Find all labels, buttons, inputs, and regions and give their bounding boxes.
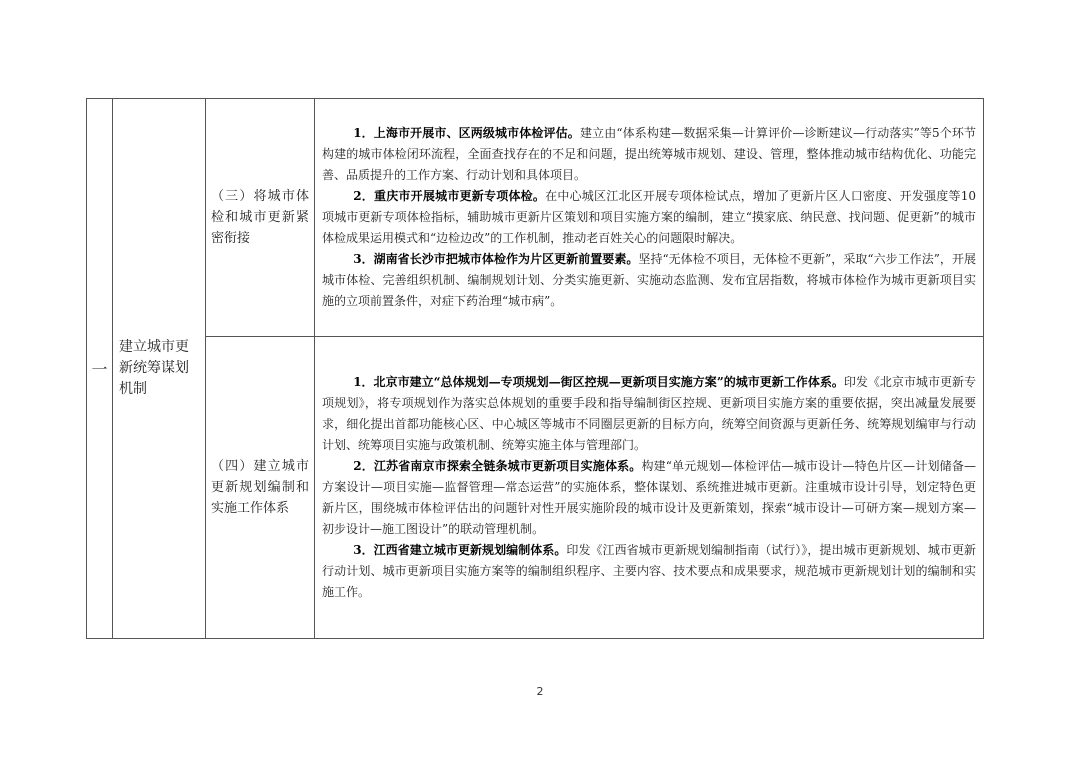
- case-paragraph: [322, 540, 976, 603]
- case-body: 坚持“无体检不项目，无体检不更新”，采取“六步工作法”，开展城市体检、完善组织机制、编制规划计划、分类实施更新、实施动态监测、发布宜居指数，将城市体检作为城市更新项目实施的立项前置条件，对症下药治理“城市病”。: [322, 252, 976, 308]
- subtitle-text: （四）建立城市更新规划编制和实施工作体系: [211, 459, 309, 516]
- policy-table: [86, 98, 984, 639]
- row-content: [315, 337, 984, 639]
- case-paragraph: [322, 186, 976, 249]
- case-paragraph: [322, 249, 976, 312]
- case-paragraph: [322, 123, 976, 186]
- case-title: 2．江苏省南京市探索全链条城市更新项目实施体系。: [353, 459, 642, 473]
- section-index: 一: [87, 99, 113, 639]
- case-body: 建立由“体系构建—数据采集—计算评价—诊断建议—行动落实”等5个环节构建的城市体检闭环流程，全面查找存在的不足和问题，提出统筹城市规划、建设、管理，整体推动城市结构优化、功能完善、品质提升的工作方案、行动计划和具体项目。: [322, 126, 976, 182]
- subtitle-text: （三）将城市体检和城市更新紧密衔接: [211, 189, 309, 246]
- case-title: 2．重庆市开展城市更新专项体检。: [353, 189, 546, 203]
- case-title: 3．湖南省长沙市把城市体检作为片区更新前置要素。: [353, 252, 639, 266]
- row-subtitle: [206, 337, 315, 639]
- page-number: 2: [536, 685, 544, 698]
- case-paragraph: [322, 372, 976, 456]
- row-content: [315, 99, 984, 337]
- case-body: 在中心城区江北区开展专项体检试点，增加了更新片区人口密度、开发强度等10项城市更新专项体检指标，辅助城市更新片区策划和项目实施方案的编制，建立“摸家底、纳民意、找问题、促更新”的城市体检成果运用模式和“边检边改”的工作机制，推动老百姓关心的问题限时解决。: [322, 189, 976, 245]
- case-body: 构建“单元规划—体检评估—城市设计—特色片区—计划储备—方案设计—项目实施—监督管理—常态运营”的实施体系，整体谋划、系统推进城市更新。注重城市设计引导，划定特色更新片区，围绕城市体检评估出的问题针对性开展实施阶段的城市设计及更新策划，探索“城市设计—可研方案—规划方案—初步设计—施工图设计”的联动管理机制。: [322, 459, 976, 536]
- case-body: 印发《北京市城市更新专项规划》，将专项规划作为落实总体规划的重要手段和指导编制街区控规、更新项目实施方案的重要依据，突出减量发展要求，细化提出首都功能核心区、中心城区等城市不同圈层更新的目标方向，统筹空间资源与更新任务、统筹规划编审与行动计划、统筹项目实施与政策机制、统筹实施主体与管理部门。: [322, 375, 976, 452]
- case-body: 印发《江西省城市更新规划编制指南（试行）》，提出城市更新规划、城市更新行动计划、城市更新项目实施方案等的编制组织程序、主要内容、技术要点和成果要求，规范城市更新规划计划的编制和实施工作。: [322, 543, 976, 599]
- case-paragraph: [322, 456, 976, 540]
- case-title: 1．上海市开展市、区两级城市体检评估。: [353, 126, 580, 140]
- section-category: 建立城市更新统筹谋划机制: [113, 99, 206, 639]
- case-title: 3．江西省建立城市更新规划编制体系。: [353, 543, 567, 557]
- case-title: 1．北京市建立“总体规划—专项规划—街区控规—更新项目实施方案”的城市更新工作体系。: [353, 375, 844, 389]
- row-subtitle: [206, 99, 315, 337]
